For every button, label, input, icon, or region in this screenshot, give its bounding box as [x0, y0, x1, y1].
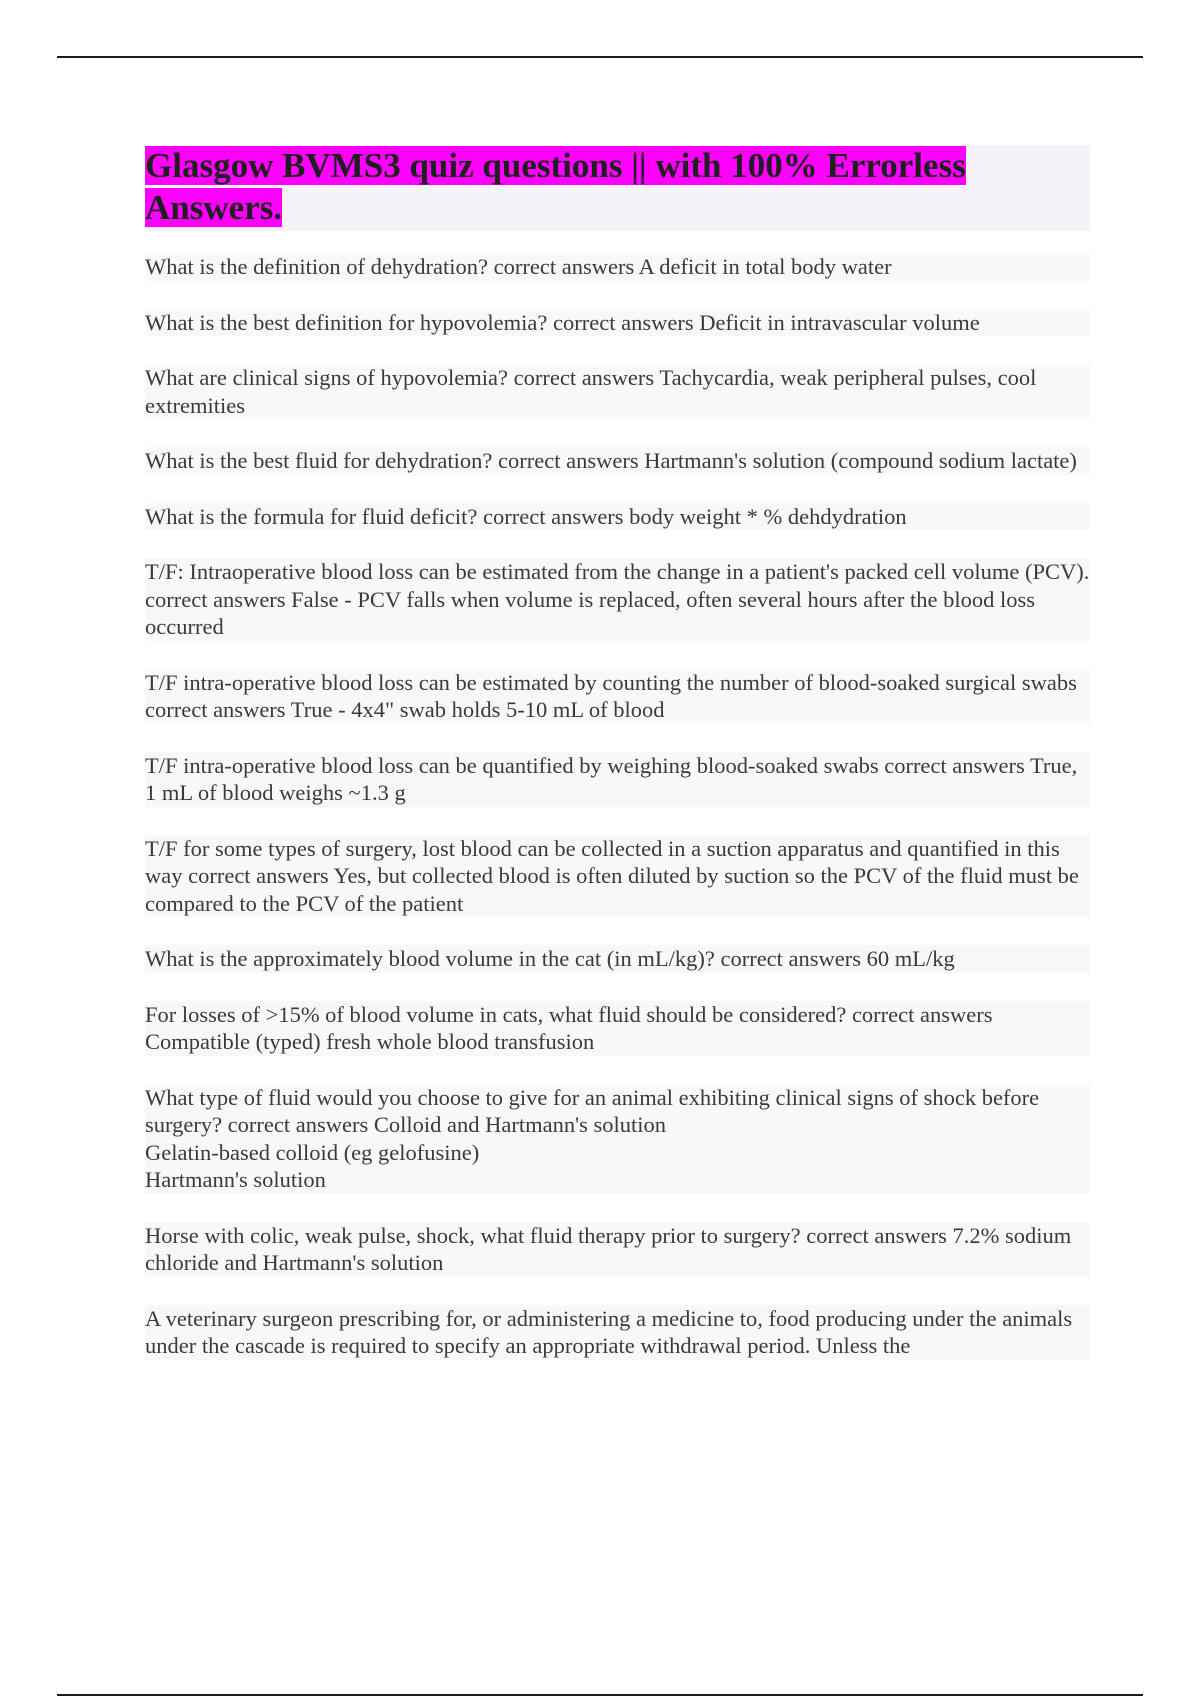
qa-entry: Horse with colic, weak pulse, shock, what fluid therapy prior to surgery? correct answers 7.2% sodium chloride and Hartmann's solution: [145, 1222, 1090, 1277]
page-bottom-rule: [57, 1694, 1143, 1696]
qa-entry: For losses of >15% of blood volume in cats, what fluid should be considered? correct answers Compatible (typed) fresh whole blood transfusion: [145, 1001, 1090, 1056]
qa-entry: What is the formula for fluid deficit? correct answers body weight * % dehdydration: [145, 503, 1090, 531]
qa-entry: T/F intra-operative blood loss can be quantified by weighing blood-soaked swabs correct answers True, 1 mL of blood weighs ~1.3 g: [145, 752, 1090, 807]
qa-entry: T/F: Intraoperative blood loss can be estimated from the change in a patient's packed cell volume (PCV). correct answers False - PCV falls when volume is replaced, often several hours after the blood loss occurred: [145, 559, 1090, 639]
qa-entry: What is the definition of dehydration? correct answers A deficit in total body water: [145, 253, 1090, 281]
page-top-rule: [57, 56, 1143, 58]
qa-entry: T/F for some types of surgery, lost blood can be collected in a suction apparatus and quantified in this way correct answers Yes, but collected blood is often diluted by suction so the PCV of the fluid must be compared to the PCV of the patient: [145, 835, 1090, 918]
document-title: [145, 145, 1090, 229]
title-block: [145, 145, 1090, 231]
qa-entry: What is the best definition for hypovolemia? correct answers Deficit in intravascular volume: [145, 309, 1090, 337]
qa-entry: What are clinical signs of hypovolemia? correct answers Tachycardia, weak peripheral pulses, cool extremities: [145, 364, 1090, 419]
title-highlight: Glasgow BVMS3 quiz questions || with 100% Errorless Answers.: [145, 146, 966, 227]
qa-entry: A veterinary surgeon prescribing for, or administering a medicine to, food producing under the animals under the cascade is required to specify an appropriate withdrawal period. Unless the: [145, 1305, 1090, 1360]
document-body: [145, 145, 1090, 1388]
qa-entry: T/F intra-operative blood loss can be estimated by counting the number of blood-soaked surgical swabs correct answers True - 4x4" swab holds 5-10 mL of blood: [145, 669, 1090, 724]
qa-entry: What is the approximately blood volume in the cat (in mL/kg)? correct answers 60 mL/kg: [145, 945, 1090, 973]
qa-entry: What type of fluid would you choose to give for an animal exhibiting clinical signs of shock before surgery? correct answers Colloid and Hartmann's solution Gelatin-based colloid (eg gelofusine) Hartmann's solution: [145, 1084, 1090, 1194]
qa-entry: What is the best fluid for dehydration? correct answers Hartmann's solution (compound sodium lactate): [145, 447, 1090, 475]
